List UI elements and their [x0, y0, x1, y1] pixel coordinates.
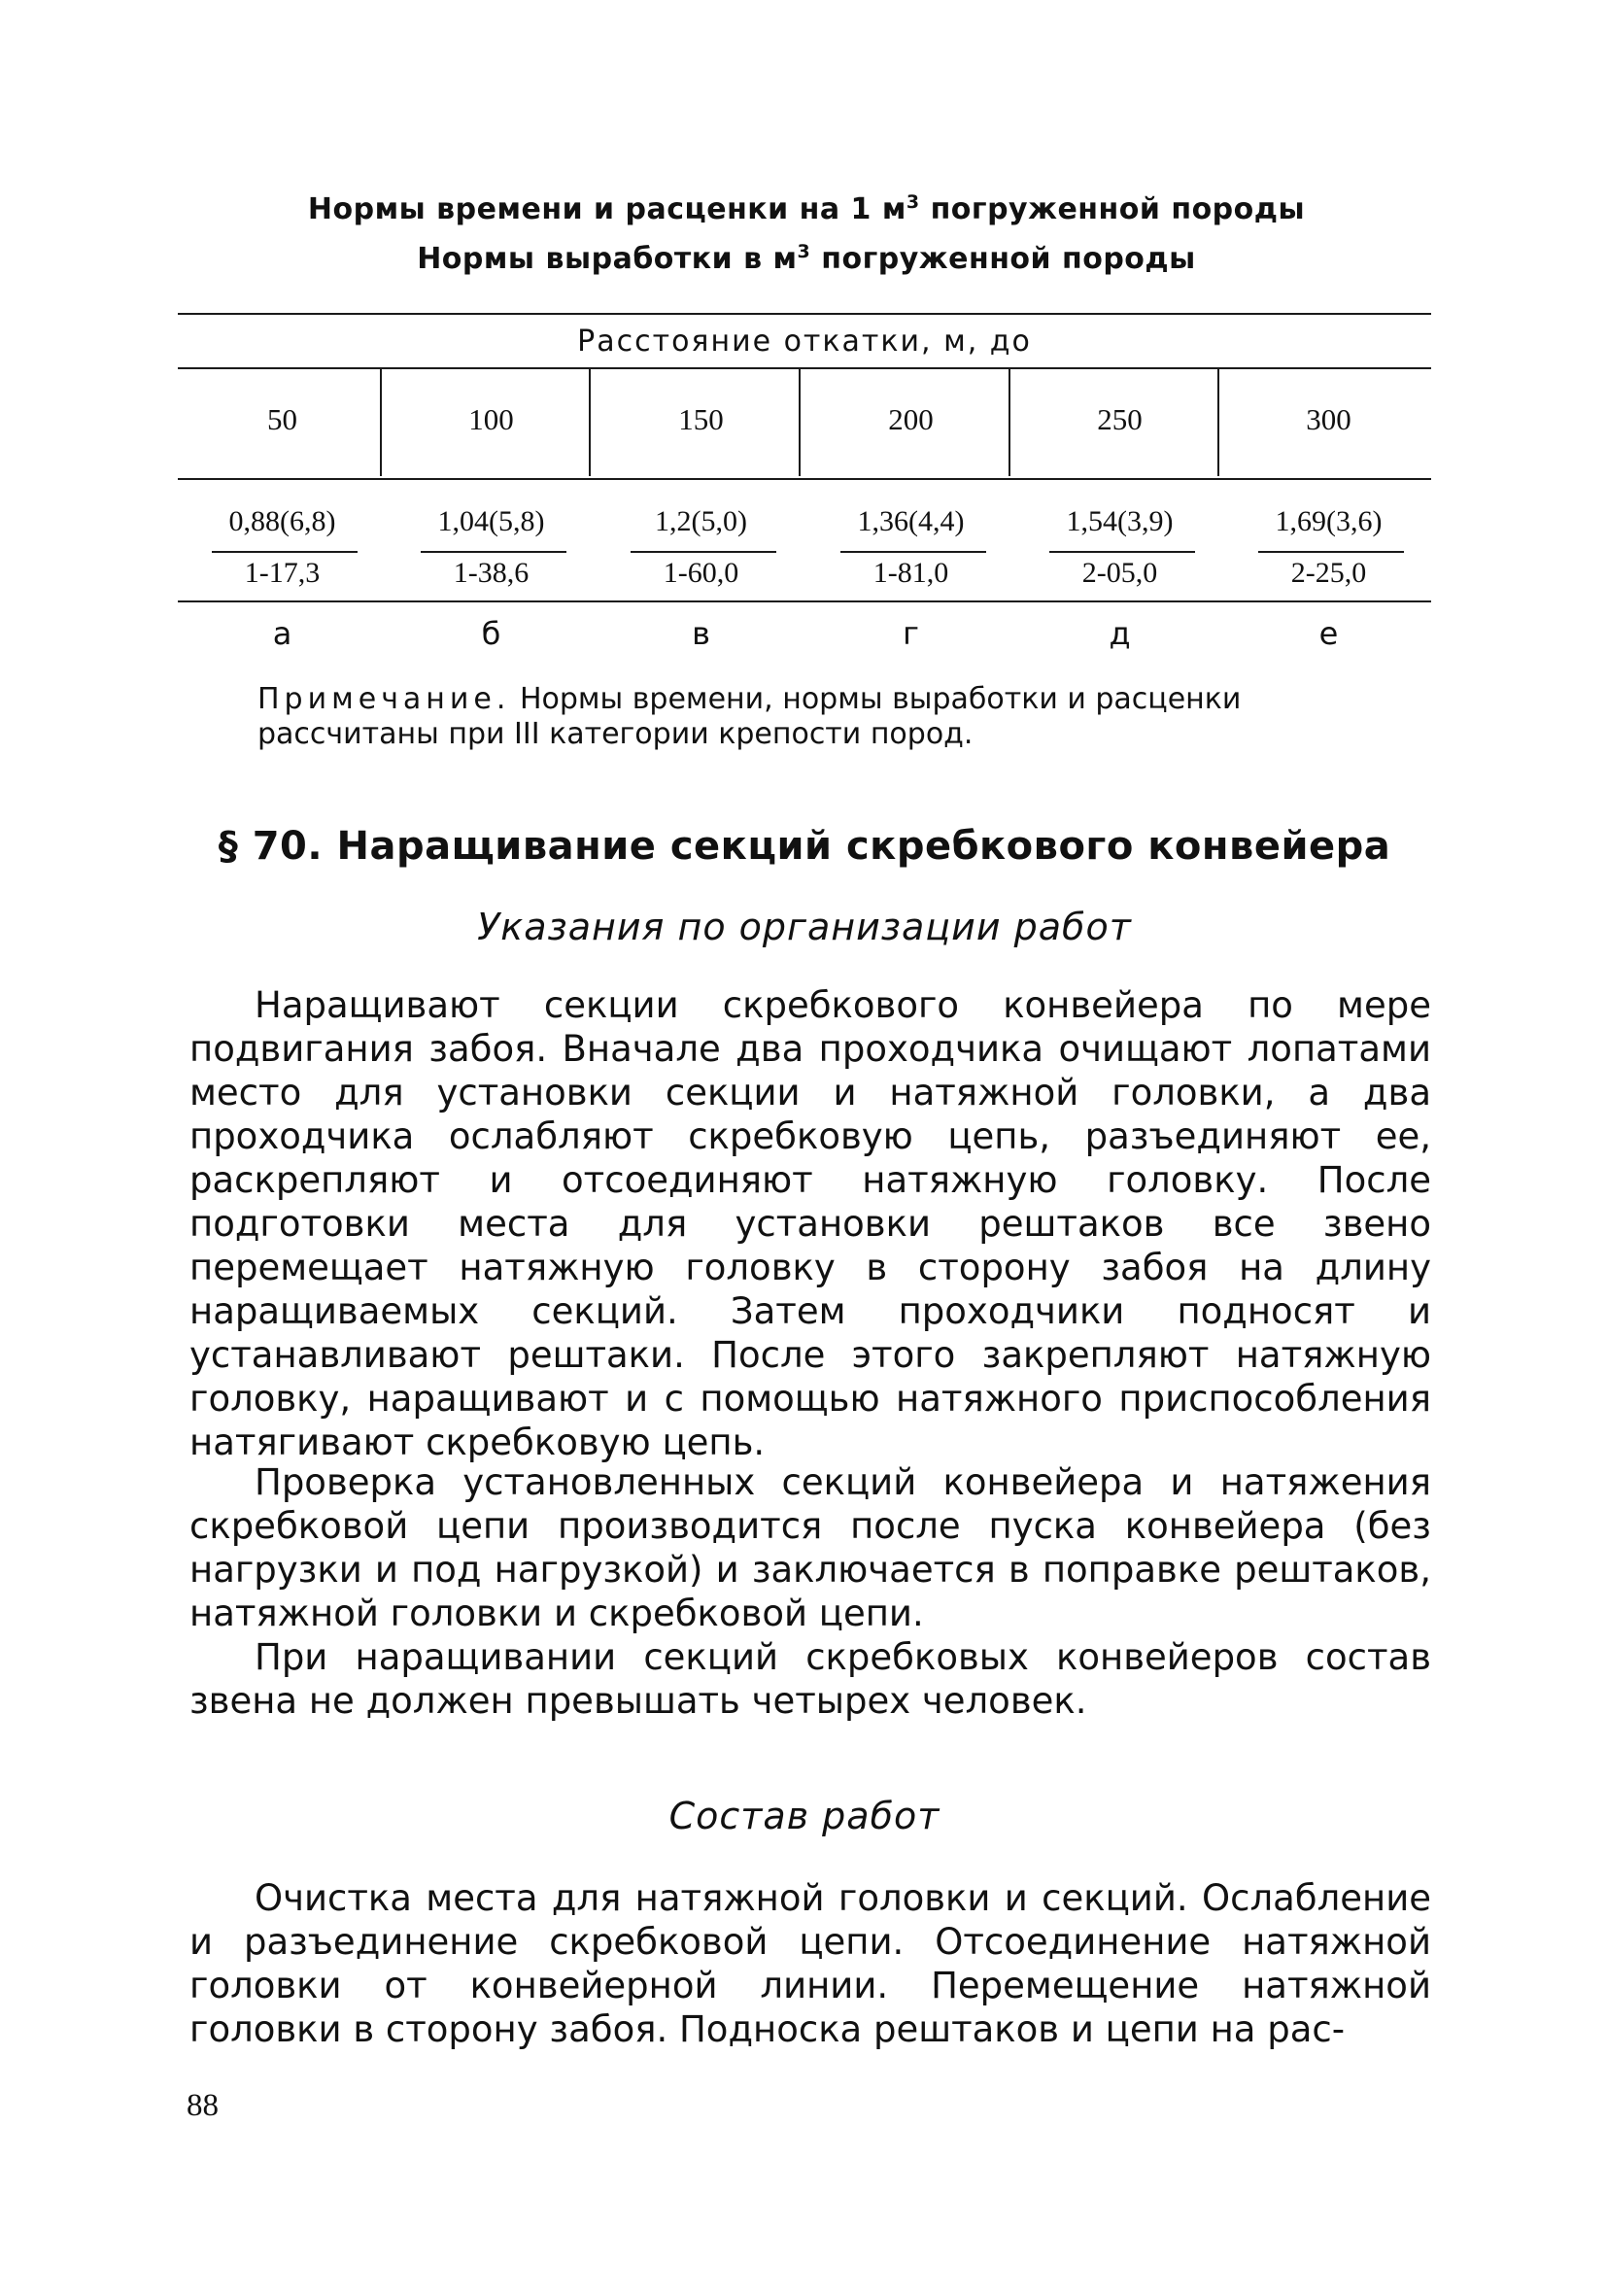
column-letter: е	[1318, 615, 1339, 652]
rate-value: 1-60,0	[663, 557, 739, 589]
subtitle-organization: Указания по организации работ	[477, 906, 1132, 948]
paragraph: Проверка установленных секций конвейера и натяжения скребковой цепи производится после пуска конвейера (без нагрузки и под нагрузкой) и заключается в поправке рештаков, натяжной головки и скребковой цепи.	[189, 1461, 1431, 1634]
norm-time-output: 1,54(3,9)	[1066, 505, 1174, 537]
distance-cell: 150	[678, 402, 724, 436]
norm-time-output: 1,2(5,0)	[655, 505, 747, 537]
distance-cell: 200	[888, 402, 934, 436]
column-letter: г	[903, 615, 919, 652]
distance-cell: 100	[468, 402, 514, 436]
norm-time-output: 0,88(6,8)	[228, 505, 336, 537]
norm-time-output: 1,36(4,4)	[857, 505, 965, 537]
table-note-line2: рассчитаны при III категории крепости пород.	[257, 717, 974, 751]
table-header-distance: Расстояние откатки, м, до	[577, 325, 1032, 359]
column-letter: б	[481, 615, 501, 652]
subtitle-work-composition: Состав работ	[668, 1795, 940, 1837]
note-text: Нормы времени, нормы выработки и расценки	[510, 682, 1242, 716]
fraction-bar	[1258, 551, 1404, 553]
paragraph: Наращивают секции скребкового конвейера по мере подвигания забоя. Вначале два проходчика очищают лопатами место для установки секции и натяжной головки, а два проходчика ослабляют скребковую цепь, разъединяют ее, раскрепляют и отсоединяют натяжную головку. После подготовки места для установки рештаков все звено перемещает натяжную головку в сторону забоя на длину наращиваемых секций. Затем проходчики подносят и устанавливают рештаки. После этого закрепляют натяжную головку, наращивают и с помощью натяжного приспособления натягивают скребковую цепь.	[189, 984, 1431, 1463]
note-label: Примечание.	[257, 682, 511, 716]
rate-value: 1-38,6	[453, 557, 530, 589]
table-top-rule	[178, 313, 1431, 315]
fraction-bar	[840, 551, 986, 553]
rate-value: 2-05,0	[1081, 557, 1158, 589]
column-letter: в	[692, 615, 710, 652]
norm-time-output: 1,04(5,8)	[437, 505, 545, 537]
rate-value: 2-25,0	[1290, 557, 1367, 589]
page-number: 88	[187, 2088, 219, 2123]
rate-value: 1-17,3	[244, 557, 321, 589]
fraction-bar	[212, 551, 358, 553]
fraction-bar	[421, 551, 566, 553]
table-header-rule	[178, 367, 1431, 369]
column-letter: д	[1109, 615, 1131, 652]
distance-cell: 250	[1097, 402, 1143, 436]
distance-cell: 50	[267, 402, 297, 436]
column-letter: а	[272, 615, 292, 652]
fraction-bar	[631, 551, 776, 553]
table-distance-rule	[178, 478, 1431, 480]
paragraph: Очистка места для натяжной головки и секций. Ослабление и разъединение скребковой цепи. Отсоединение натяжной головки от конвейерной линии. Перемещение натяжной головки в сторону забоя. Подноска рештаков и цепи на рас-	[189, 1877, 1431, 2050]
fraction-bar	[1049, 551, 1195, 553]
table-note	[257, 682, 1433, 717]
section-title: § 70. Наращивание секций скребкового конвейера	[218, 824, 1391, 869]
paragraph: При наращивании секций скребковых конвейеров состав звена не должен превышать четырех человек.	[189, 1636, 1431, 1722]
table-caption-line1: Нормы времени и расценки на 1 $м^3$ погруженной породы	[307, 191, 1306, 226]
table-caption-line2: Нормы выработки в $м^3$ погруженной породы	[417, 241, 1196, 276]
table-bottom-rule	[178, 600, 1431, 602]
distance-cell: 300	[1306, 402, 1351, 436]
rate-value: 1-81,0	[872, 557, 949, 589]
norm-time-output: 1,69(3,6)	[1275, 505, 1383, 537]
